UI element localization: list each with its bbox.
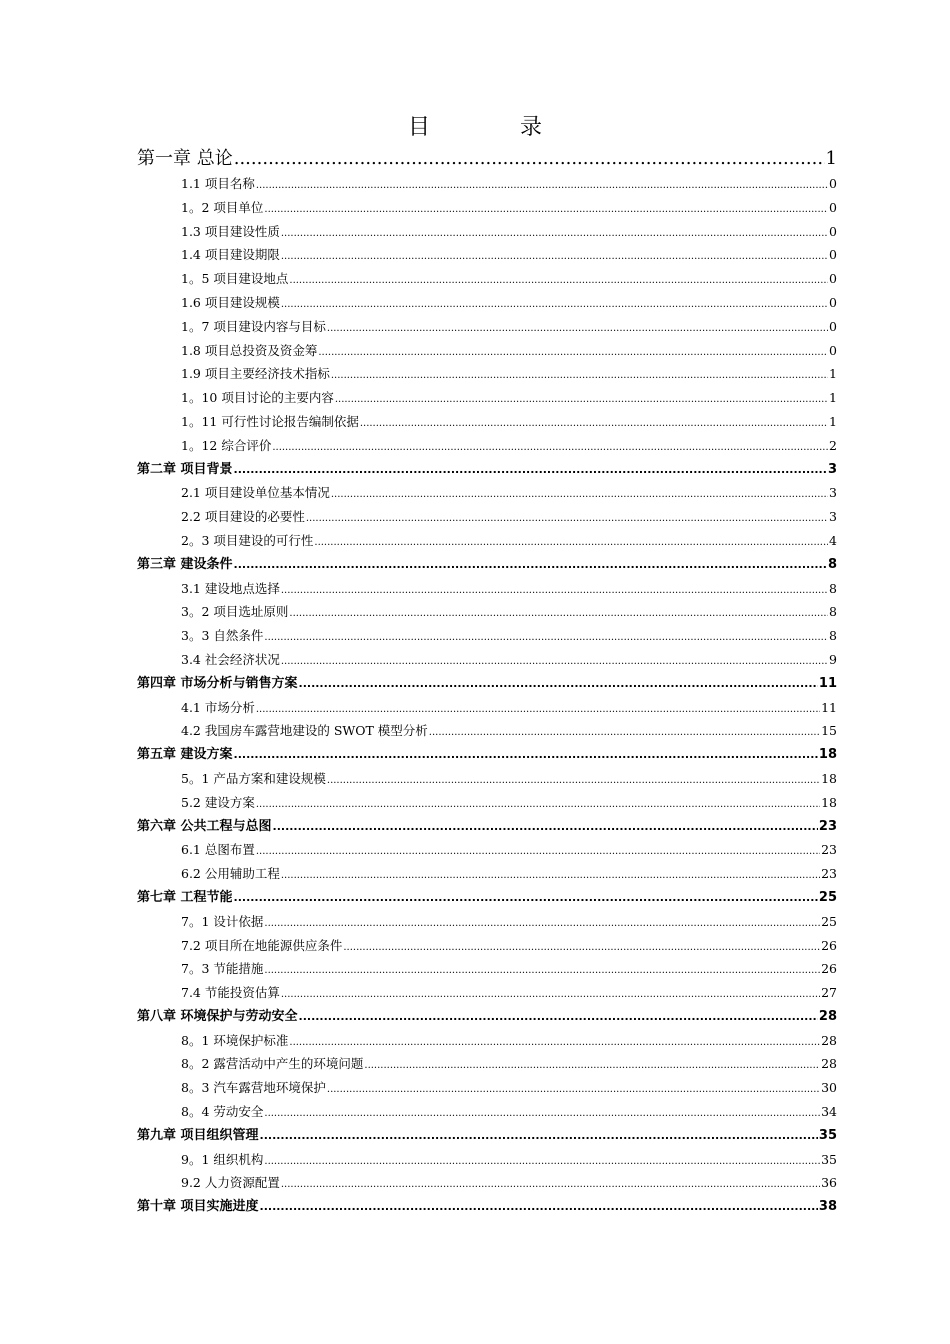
toc-page-number: 2 (829, 437, 837, 453)
toc-page-number: 28 (818, 1008, 837, 1024)
toc-entry-label: 1.3 项目建设性质 (181, 223, 280, 239)
toc-entry-label: 第五章 建设方案 (137, 747, 233, 763)
toc-leader-dots (272, 434, 828, 460)
toc-page-number: 0 (829, 318, 837, 334)
toc-section-entry[interactable] (137, 696, 837, 720)
toc-entry-label: 6.2 公用辅助工程 (181, 866, 280, 882)
toc-page-number: 0 (829, 199, 837, 215)
toc-leader-dots (314, 529, 828, 555)
toc-leader-dots (234, 743, 818, 767)
toc-page-number: 34 (821, 1104, 837, 1120)
toc-entry-label: 1。10 项目讨论的主要内容 (181, 390, 334, 406)
toc-page-number: 8 (829, 580, 837, 596)
toc-page-number: 28 (821, 1032, 837, 1048)
toc-leader-dots (281, 291, 828, 317)
toc-section-entry[interactable] (137, 719, 837, 743)
toc-section-entry[interactable] (137, 267, 837, 291)
toc-entry-label: 1。5 项目建设地点 (181, 271, 289, 287)
toc-page-number: 27 (821, 985, 837, 1001)
toc-section-entry[interactable] (137, 362, 837, 386)
toc-leader-dots (289, 1029, 820, 1055)
toc-section-entry[interactable] (137, 1052, 837, 1076)
toc-page-number: 8 (829, 604, 837, 620)
toc-page-number: 36 (821, 1175, 837, 1191)
toc-section-entry[interactable] (137, 1148, 837, 1172)
toc-page-number: 35 (821, 1151, 837, 1167)
toc-section-entry[interactable] (137, 600, 837, 624)
toc-entry-label: 第一章 总论 (137, 148, 233, 169)
toc-page-number: 18 (818, 747, 837, 763)
toc-page-number: 1 (829, 366, 837, 382)
toc-page-number: 30 (821, 1080, 837, 1096)
toc-entry-label: 5.2 建设方案 (181, 794, 255, 810)
toc-entry-label: 1.1 项目名称 (181, 176, 255, 191)
toc-entry-label: 8。1 环境保护标准 (181, 1032, 289, 1048)
toc-leader-dots (318, 339, 828, 365)
toc-section-entry[interactable] (137, 315, 837, 339)
toc-section-entry[interactable] (137, 934, 837, 958)
toc-page-number: 0 (829, 271, 837, 287)
toc-entry-label: 1.4 项目建设期限 (181, 247, 280, 263)
toc-page-number: 3 (829, 485, 837, 501)
toc-entry-label: 7.2 项目所在地能源供应条件 (181, 937, 343, 953)
toc-leader-dots (273, 815, 818, 839)
toc-section-entry[interactable] (137, 981, 837, 1005)
toc-leader-dots (306, 505, 828, 531)
toc-page-number: 38 (818, 1199, 837, 1215)
toc-page-number: 26 (821, 961, 837, 977)
toc-page-number: 23 (821, 842, 837, 858)
toc-page-number: 0 (829, 247, 837, 263)
toc-page-number: 3 (829, 509, 837, 525)
toc-leader-dots (281, 648, 828, 674)
toc-leader-dots (264, 910, 820, 936)
toc-page-number: 23 (818, 818, 837, 834)
toc-chapter-entry[interactable] (137, 458, 837, 482)
toc-section-entry[interactable] (137, 957, 837, 981)
toc-title: 目 录 (407, 115, 576, 140)
toc-entry-label: 1.9 项目主要经济技术指标 (181, 366, 330, 382)
toc-entry-label: 5。1 产品方案和建设规模 (181, 770, 326, 786)
toc-entry-label: 7.4 节能投资估算 (181, 985, 280, 1001)
toc-section-entry[interactable] (137, 862, 837, 886)
toc-page-number: 8 (829, 628, 837, 644)
toc-section-entry[interactable] (137, 648, 837, 672)
toc-entry-label: 3.1 建设地点选择 (181, 580, 280, 596)
toc-leader-dots (264, 1100, 820, 1126)
toc-leader-dots (281, 981, 820, 1007)
toc-leader-dots (289, 267, 828, 293)
toc-page-number: 23 (821, 866, 837, 882)
toc-page-number: 0 (829, 342, 837, 358)
toc-entry-label: 第四章 市场分析与销售方案 (137, 675, 298, 691)
toc-entry-label: 第三章 建设条件 (137, 556, 233, 572)
toc-chapter-entry[interactable] (137, 815, 837, 839)
toc-page-number: 25 (821, 913, 837, 929)
toc-page-number: 8 (827, 556, 837, 572)
toc-section-entry[interactable] (137, 243, 837, 267)
toc-leader-dots (256, 791, 820, 817)
toc-leader-dots (234, 886, 818, 910)
toc-entry-label: 1。7 项目建设内容与目标 (181, 318, 326, 334)
toc-page-number: 9 (829, 651, 837, 667)
toc-leader-dots (281, 862, 820, 888)
toc-page-number: 35 (818, 1127, 837, 1143)
toc-entry-label: 7。1 设计依据 (181, 913, 264, 929)
toc-entry-label: 第九章 项目组织管理 (137, 1127, 259, 1143)
toc-section-entry[interactable] (137, 838, 837, 862)
toc-leader-dots (234, 458, 827, 482)
toc-page-number: 0 (829, 223, 837, 239)
toc-leader-dots (264, 957, 820, 983)
toc-leader-dots (335, 386, 828, 412)
toc-chapter-entry[interactable] (137, 1124, 837, 1148)
toc-leader-dots (260, 1124, 818, 1148)
toc-entry-label: 3。2 项目选址原则 (181, 604, 289, 620)
toc-chapter-entry[interactable] (137, 1195, 837, 1219)
toc-chapter-entry[interactable] (137, 1005, 837, 1029)
toc-page-number: 3 (827, 461, 837, 477)
toc-entry-label: 4.2 我国房车露营地建设的 SWOT 模型分析 (181, 723, 428, 739)
toc-entry-label: 1。11 可行性讨论报告编制依据 (181, 413, 359, 429)
toc-section-entry[interactable] (137, 220, 837, 244)
toc-entry-label: 第八章 环境保护与劳动安全 (137, 1008, 298, 1024)
toc-page-number: 1 (829, 413, 837, 429)
toc-page-number: 11 (821, 699, 837, 715)
toc-page-number: 25 (818, 889, 837, 905)
toc-leader-dots (256, 172, 828, 198)
toc-page-number: 15 (821, 723, 837, 739)
toc-entry-label: 1。12 综合评价 (181, 437, 272, 453)
toc-entry-label: 2.2 项目建设的必要性 (181, 509, 305, 525)
toc-leader-dots (281, 220, 828, 246)
toc-section-entry[interactable] (137, 291, 837, 315)
toc-leader-dots (327, 767, 820, 793)
toc-leader-dots (360, 410, 828, 436)
toc-entry-label: 4.1 市场分析 (181, 699, 255, 715)
toc-leader-dots (429, 719, 820, 745)
toc-page-number: 1 (825, 148, 837, 169)
toc-chapter-entry[interactable] (137, 743, 837, 767)
toc-section-entry[interactable] (137, 577, 837, 601)
toc-leader-dots (327, 315, 828, 341)
toc-section-entry[interactable] (137, 1100, 837, 1124)
toc-entry-label: 1。2 项目单位 (181, 199, 264, 215)
toc-page-number: 18 (821, 794, 837, 810)
toc-leader-dots (289, 600, 828, 626)
toc-page-number: 28 (821, 1056, 837, 1072)
toc-entry-label: 8。3 汽车露营地环境保护 (181, 1080, 326, 1096)
toc-section-entry[interactable] (137, 410, 837, 434)
toc-entry-label: 3.4 社会经济状况 (181, 651, 280, 667)
toc-leader-dots (234, 146, 825, 172)
toc-page-number: 0 (829, 176, 837, 191)
toc-leader-dots (343, 934, 820, 960)
toc-leader-dots (281, 577, 828, 603)
toc-leader-dots (364, 1052, 820, 1078)
toc-section-entry[interactable] (137, 529, 837, 553)
toc-chapter-entry[interactable] (137, 672, 837, 696)
toc-section-entry[interactable] (137, 791, 837, 815)
toc-page-number: 18 (821, 770, 837, 786)
toc-entry-label: 6.1 总图布置 (181, 842, 255, 858)
toc-entry-label: 8。2 露营活动中产生的环境问题 (181, 1056, 364, 1072)
toc-entry-label: 第六章 公共工程与总图 (137, 818, 272, 834)
toc-leader-dots (260, 1195, 818, 1219)
toc-entry-label: 9。1 组织机构 (181, 1151, 264, 1167)
toc-leader-dots (299, 1005, 818, 1029)
toc-entry-label: 7。3 节能措施 (181, 961, 264, 977)
toc-leader-dots (281, 1171, 820, 1197)
toc-chapter-entry[interactable] (137, 146, 837, 172)
toc-page-number: 26 (821, 937, 837, 953)
toc-leader-dots (256, 696, 820, 722)
toc-leader-dots (299, 672, 818, 696)
toc-section-entry[interactable] (137, 767, 837, 791)
toc-entry-label: 第十章 项目实施进度 (137, 1199, 259, 1215)
toc-section-entry[interactable] (137, 434, 837, 458)
toc-leader-dots (264, 1148, 820, 1174)
toc-section-entry[interactable] (137, 196, 837, 220)
toc-chapter-entry[interactable] (137, 553, 837, 577)
toc-page-number: 1 (829, 390, 837, 406)
toc-page-number: 4 (829, 532, 837, 548)
toc-section-entry[interactable] (137, 1029, 837, 1053)
toc-section-entry[interactable] (137, 505, 837, 529)
toc-leader-dots (331, 481, 828, 507)
toc-entry-label: 2。3 项目建设的可行性 (181, 532, 314, 548)
toc-entry-label: 8。4 劳动安全 (181, 1104, 264, 1120)
toc-leader-dots (256, 838, 820, 864)
toc-leader-dots (264, 624, 828, 650)
toc-section-entry[interactable] (137, 1076, 837, 1100)
toc-section-entry[interactable] (137, 624, 837, 648)
toc-entry-label: 1.8 项目总投资及资金筹 (181, 342, 318, 358)
toc-leader-dots (264, 196, 828, 222)
toc-entry-label: 第七章 工程节能 (137, 889, 233, 905)
toc-section-entry[interactable] (137, 339, 837, 363)
toc-section-entry[interactable] (137, 172, 837, 196)
toc-page-number: 11 (818, 675, 837, 691)
toc-section-entry[interactable] (137, 910, 837, 934)
toc-section-entry[interactable] (137, 1171, 837, 1195)
toc-section-entry[interactable] (137, 386, 837, 410)
table-of-contents (137, 146, 837, 1219)
toc-entry-label: 1.6 项目建设规模 (181, 294, 280, 310)
toc-leader-dots (331, 362, 828, 388)
toc-page-number: 0 (829, 294, 837, 310)
toc-leader-dots (327, 1076, 820, 1102)
toc-leader-dots (281, 243, 828, 269)
toc-chapter-entry[interactable] (137, 886, 837, 910)
toc-leader-dots (234, 553, 827, 577)
toc-entry-label: 9.2 人力资源配置 (181, 1175, 280, 1191)
toc-section-entry[interactable] (137, 481, 837, 505)
toc-entry-label: 3。3 自然条件 (181, 628, 264, 644)
toc-entry-label: 第二章 项目背景 (137, 461, 233, 477)
toc-entry-label: 2.1 项目建设单位基本情况 (181, 485, 330, 501)
